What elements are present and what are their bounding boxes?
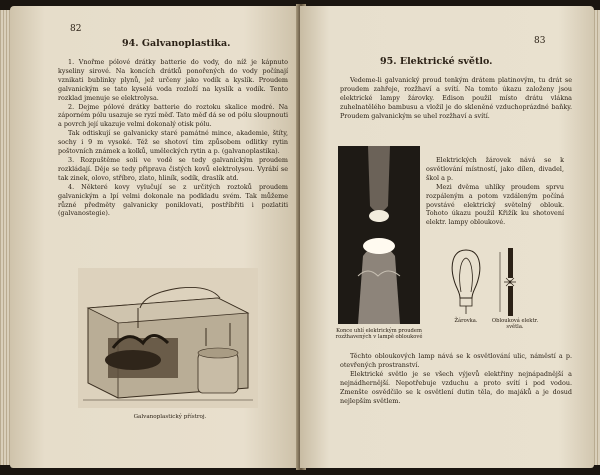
arc-lamp-carbons-illustration (338, 146, 420, 324)
arc-figure-caption: Konce uhlí elektrickým proudem rozžhavených v lampě obloukové (335, 328, 423, 341)
right-side-text (426, 156, 564, 227)
light-bulb-illustration (446, 246, 486, 314)
paragraph: Elektrických žárovek nává se k osvětlování místností, jako dílen, divadel, škol a p. (426, 156, 564, 182)
left-page-title: 94. Galvanoplastika. (122, 38, 231, 49)
bulb-figure-caption: Žárovka. (454, 318, 478, 324)
page-number-left: 82 (70, 24, 82, 34)
right-intro-text (340, 76, 572, 121)
galvanoplastic-apparatus-illustration (78, 268, 258, 408)
paragraph: Elektrické světlo je se všech výjevů elektřiny nejnápadnější a nejnádhernější. Nepotřebuje vzduchu a proto svítí i pod vodou. Zmenšte osvědčilo se k osvětlení dutin těla, do majáků a je dosud nejlepším světlem. (340, 369, 572, 405)
paragraph: 2. Dejme pólové drátky batterie do roztoku skalice modré. Na záporném pólu usazuje se ryzí měď. Tato měď dá se od pólu sloupnouti a povrch její ukazuje velmi dokonalý otisk pólu. (58, 102, 288, 129)
page-number-right: 83 (534, 36, 546, 46)
paragraph: Mezi dvěma uhlíky proudem sprvu rozpáleným a potom vzdáleným počíná povstávé elektrický světelný oblouk. Tohoto úkazu použil Křižík ku shotovení elektr. lampy obloukové. (426, 182, 564, 227)
paragraph: Vedeme-li galvanický proud tenkým drátem platinovým, tu drát se proudem zahřeje, rozžhaví a svítí. Na tomto úkazu založeny jsou elektrické lampy žárovky. Edison použil místo drátu vlákna zuhelnatělého bambusu a vložil je do skleněné vzduchoprázdné baňky. Proudem galvanickým se uhel rozžhaví a svítí. (340, 76, 572, 120)
left-figure-caption: Galvanoplastický přístroj. (133, 414, 207, 420)
right-page-title: 95. Elektrické světlo. (380, 56, 493, 67)
arc-electrodes-caption: Oblouková elektr. světla. (491, 318, 539, 331)
paragraph: 1. Vnořme pólové drátky batterie do vody, do níž je kápnuto kyseliny sirové. Na koncích drátků ponořených do vody počínají vznikati bublinky plynů, jež určeny jako vodík a kyslík. Proudem galvanickým se tato kyselá voda rozloží na kyslík a vodík. Tento rozklad jmenuje se elektrolysa. (58, 58, 288, 102)
paragraph: Tak odtiskují se galvanicky staré památné mince, akademie, štíty, sochy i 9 m vysoké. Též se shotoví tím způsobem odlitky rytin poštovních známek a kolků, uměleckých rytin a p. (galvanoplastika). (58, 129, 288, 156)
right-bottom-text (340, 352, 572, 405)
right-page (300, 6, 594, 468)
left-body-text (58, 58, 288, 218)
arc-lamp-electrodes-illustration (496, 246, 526, 318)
paragraph: Těchto obloukových lamp nává se k osvětlování ulic, náměstí a p. otevřených prostranství. (340, 352, 572, 369)
paragraph: 3. Rozpuštěme soli ve vodě se tedy galvanickým proudem rozkládají. Děje se tedy připrava čistých kovů elektrolysou. Vyrábí se tak zinek, olovo, stříbro, zlato, hliník, sodík, draslík atd. (58, 155, 288, 182)
paragraph: 4. Některé kovy vylučují se z určitých roztoků proudem galvanickým a lpí velmi dokonale na podkladu svém. Tak můžeme různé předměty galvanicky poniklovati, postříbřiti i pozlatiti (galvanostegie). (58, 182, 288, 218)
left-page (10, 6, 302, 468)
